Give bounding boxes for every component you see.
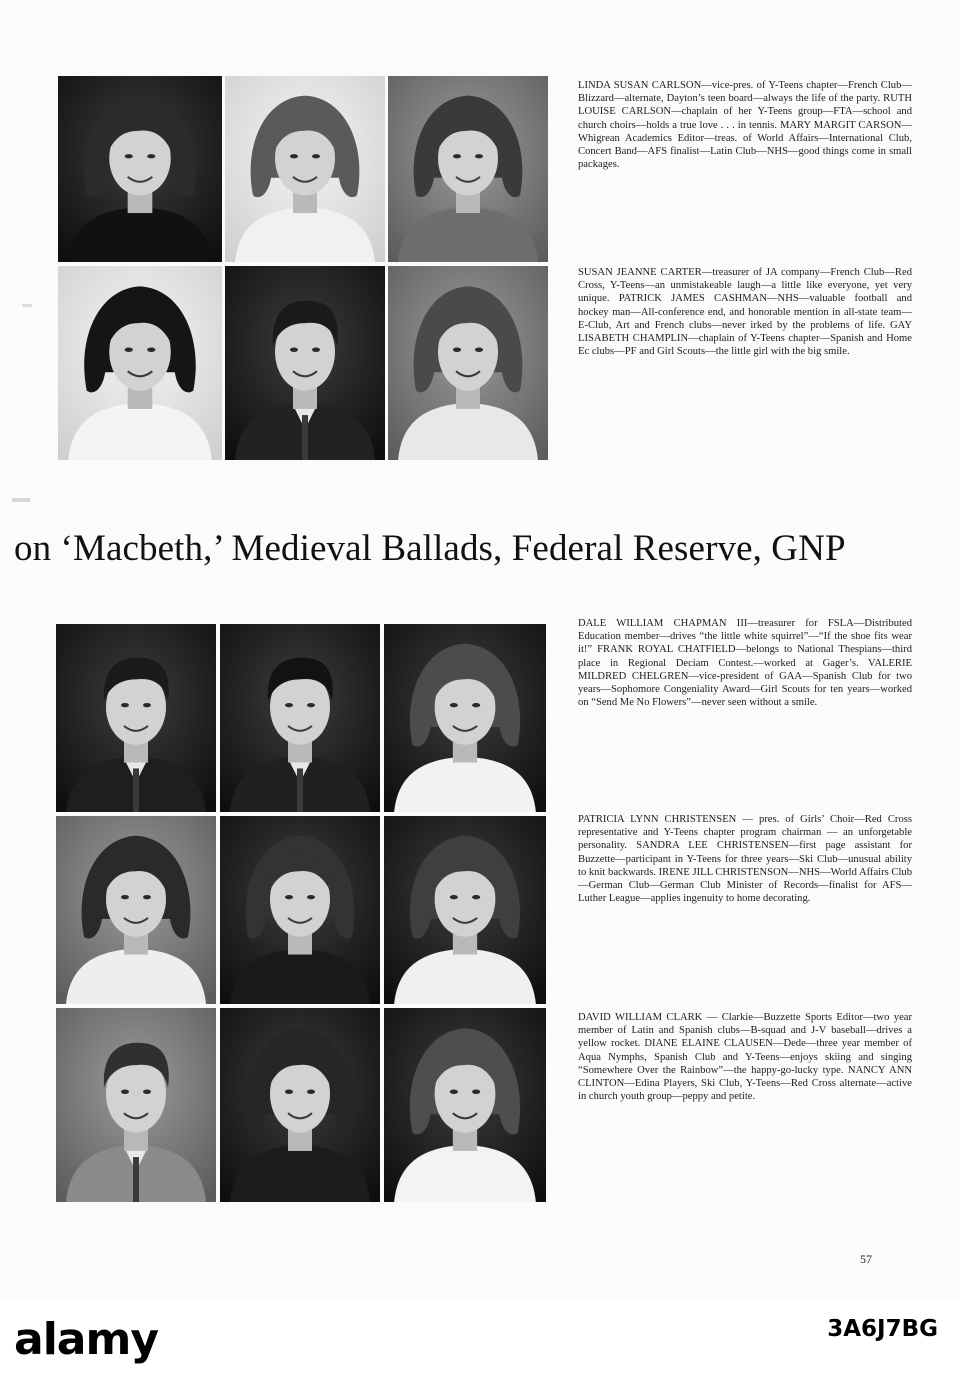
- bio-text: DAVID WILLIAM CLARK — Clarkie—Buzzette Sports Editor—two year member of Latin and Spanish clubs—B-squad and J-V baseball—drives a yellow rocket. DIANE ELAINE CLAUSEN—Dede—three year member of Aqua Nymphs, Spanish Club and Y-Teens—enjoys skiing and singing “Somewhere Over the Rainbow”—the happy-go-lucky type. NANCY ANN CLINTON—Edina Players, Ski Club, Y-Teens—Red Cross alternate—active in church youth group—peppy and petite.: [578, 1012, 912, 1103]
- portrait-carter-susan: [58, 266, 222, 460]
- page-number: 57: [860, 1252, 872, 1266]
- eye-shape: [450, 1089, 458, 1093]
- bio-text: LINDA SUSAN CARLSON—vice-pres. of Y-Teens chapter—French Club—Blizzard—alternate, Dayton’s teen board—always the life of the party. RUTH LOUISE CARLSON—chaplain of her Y-Teens group—FTA—school and church choirs—holds a true love . . . in tennis. MARY MARGIT CARSON—Whigrean Academics Editor—treas. of World Affairs—International Club, Concert Band—AFS finalist—Latin Club—NHS—good things come in small packages.: [578, 80, 912, 171]
- portrait-photo: [388, 76, 548, 262]
- eye-shape: [307, 895, 315, 899]
- scan-mark: [12, 498, 30, 502]
- portrait-photo: [220, 816, 380, 1004]
- portrait-photo: [384, 816, 546, 1004]
- eye-shape: [307, 703, 315, 707]
- portrait-clark-david: [56, 1008, 216, 1202]
- bio-text: SUSAN JEANNE CARTER—treasurer of JA company—French Club—Red Cross, Y-Teens—an unmistakeable laugh—a little like everyone, yet very unique. PATRICK JAMES CASHMAN—NHS—valuable football and hockey man—All-conference end, and honorable mention in all-state team—E-Club, Art and French clubs—never irked by the problems of life. GAY LISABETH CHAMPLIN—chaplain of Y-Teens chapter—Spanish and Home Ec clubs—PF and Girl Scouts—the little girl with the big smile.: [578, 267, 912, 358]
- eye-shape: [475, 347, 483, 351]
- eye-shape: [285, 703, 293, 707]
- eye-shape: [472, 703, 480, 707]
- portrait-christensen-sandra: [220, 816, 380, 1004]
- eye-shape: [312, 347, 320, 351]
- portrait-photo: [56, 1008, 216, 1202]
- portrait-photo: [56, 624, 216, 812]
- portrait-clinton-nancy: [384, 1008, 546, 1202]
- portrait-photo: [384, 1008, 546, 1202]
- eye-shape: [121, 1089, 129, 1093]
- eye-shape: [143, 1089, 151, 1093]
- portrait-chatfield-frank: [220, 624, 380, 812]
- portrait-photo: [225, 76, 385, 262]
- tie-shape: [302, 415, 308, 460]
- portrait-photo: [220, 1008, 380, 1202]
- eye-shape: [290, 347, 298, 351]
- eye-shape: [450, 895, 458, 899]
- portrait-photo: [388, 266, 548, 460]
- tie-shape: [133, 1157, 139, 1202]
- portrait-carson-mary: [388, 76, 548, 262]
- portrait-chelgren-valerie: [384, 624, 546, 812]
- eye-shape: [312, 154, 320, 158]
- portrait-photo: [225, 266, 385, 460]
- bio-text: PATRICIA LYNN CHRISTENSEN — pres. of Girls’ Choir—Red Cross representative and Y-Teens chapter program chairman — an unforgetable personality. SANDRA LEE CHRISTENSEN—first page assistant for Buzzette—participant in Y-Teens for three years—Ski Club—unusual ability to knit backwards. IRENE JILL CHRISTENSON—NHS—World Affairs Club—German Club—German Club Minister of Records—finalist for AFS—Luther League—applies ingenuity to home decorating.: [578, 814, 913, 905]
- portrait-champlin-gay: [388, 266, 548, 460]
- eye-shape: [125, 347, 133, 351]
- eye-shape: [450, 703, 458, 707]
- eye-shape: [453, 154, 461, 158]
- portrait-chapman-dale: [56, 624, 216, 812]
- portrait-photo: [58, 266, 222, 460]
- portrait-clausen-diane: [220, 1008, 380, 1202]
- eye-shape: [121, 703, 129, 707]
- eye-shape: [143, 895, 151, 899]
- eye-shape: [285, 1089, 293, 1093]
- eye-shape: [472, 1089, 480, 1093]
- tie-shape: [297, 768, 303, 812]
- portrait-carlson-linda: [58, 76, 222, 262]
- scan-mark: [22, 304, 32, 307]
- eye-shape: [290, 154, 298, 158]
- eye-shape: [147, 347, 155, 351]
- portrait-carlson-ruth: [225, 76, 385, 262]
- eye-shape: [472, 895, 480, 899]
- eye-shape: [143, 703, 151, 707]
- eye-shape: [453, 347, 461, 351]
- portrait-photo: [56, 816, 216, 1004]
- portrait-photo: [58, 76, 222, 262]
- eye-shape: [307, 1089, 315, 1093]
- portrait-cashman-patrick: [225, 266, 385, 460]
- eye-shape: [125, 154, 133, 158]
- section-headline: on ‘Macbeth,’ Medieval Ballads, Federal Reserve, GNP: [14, 528, 846, 569]
- eye-shape: [147, 154, 155, 158]
- eye-shape: [475, 154, 483, 158]
- eye-shape: [121, 895, 129, 899]
- portrait-christensen-patricia: [56, 816, 216, 1004]
- eye-shape: [285, 895, 293, 899]
- portrait-photo: [384, 624, 546, 812]
- bio-text: DALE WILLIAM CHAPMAN III—treasurer for FSLA—Distributed Education member—drives “the little white squirrel”—“If the shoe fits wear it!” FRANK ROYAL CHATFIELD—belongs to National Thespians—third place in Regional Deciam Contest.—worked at Gager’s. VALERIE MILDRED CHELGREN—vice-president of GAA—Spanish Club for two years—Sophomore Congeniality Award—Girl Scouts for ten years—worked on “Send Me No Flowers”—never seen without a smile.: [578, 618, 912, 709]
- image-code: 3A6J7BG: [827, 1316, 938, 1342]
- portrait-christenson-irene: [384, 816, 546, 1004]
- tie-shape: [133, 768, 139, 812]
- portrait-photo: [220, 624, 380, 812]
- alamy-logo[interactable]: alamy: [14, 1314, 158, 1365]
